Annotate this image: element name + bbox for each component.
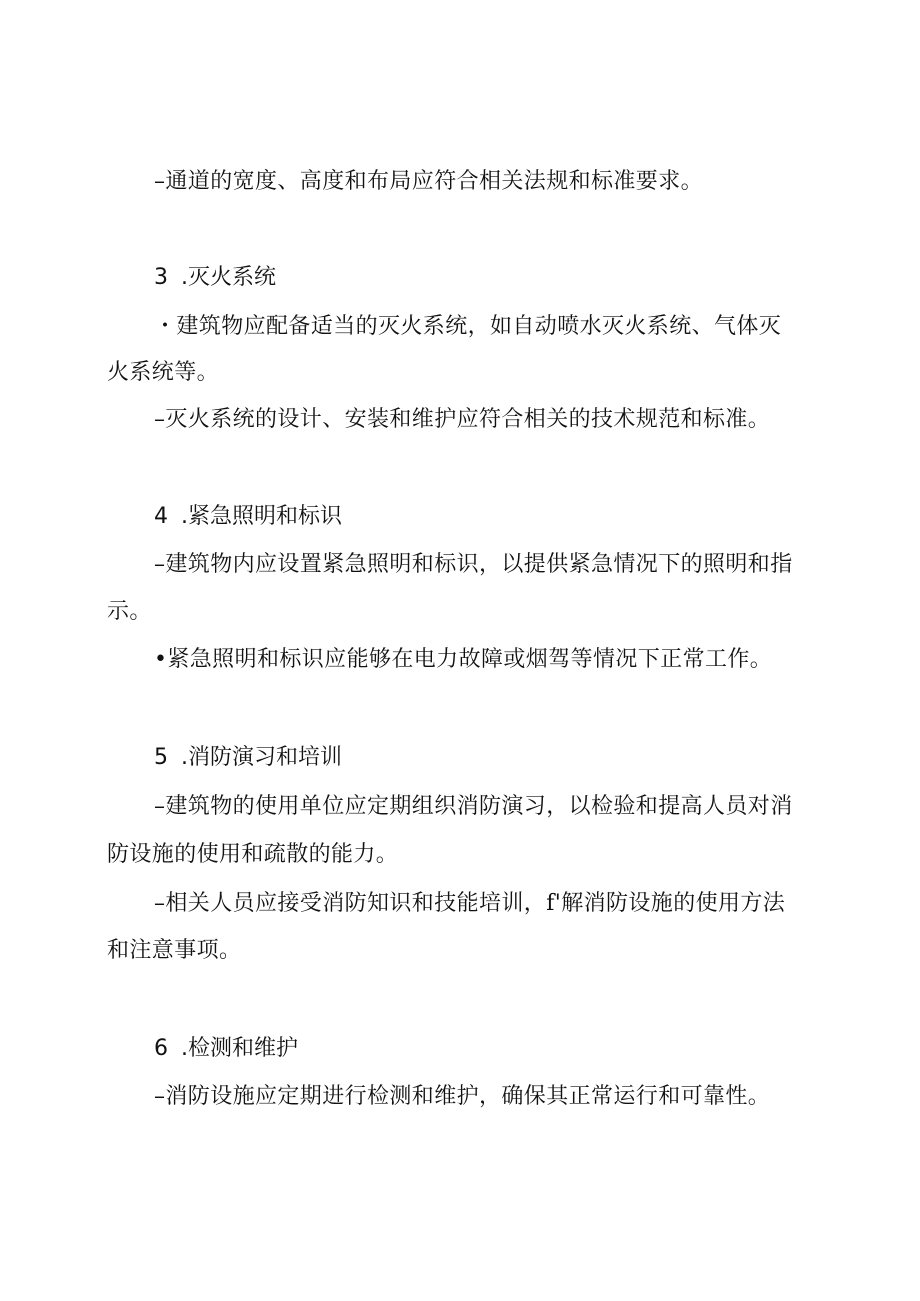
section-number: 6 [154, 1036, 168, 1061]
paragraph-line: •紧急照明和标识应能够在电力故障或烟驾等情况下正常工作。 [154, 647, 773, 672]
section-heading [154, 263, 866, 293]
paragraph-line: –建筑物的使用单位应定期组织消防演习，以检验和提高人员对消 [154, 794, 793, 819]
paragraph-line: 防设施的使用和疏散的能力。 [107, 842, 399, 867]
paragraph-line: –消防设施应定期进行检测和维护，确保其正常运行和可靠性。 [154, 1084, 771, 1109]
paragraph-line: –相关人员应接受消防知识和技能培训，f'解消防设施的使用方法 [154, 891, 786, 916]
paragraph-line: –灭火系统的设计、安装和维护应符合相关的技术规范和标准。 [154, 407, 771, 432]
paragraph-line: 和注意事项。 [107, 938, 242, 963]
section-title: .紧急照明和标识 [181, 504, 342, 529]
section-title: .灭火系统 [181, 265, 276, 290]
paragraph-line: –通道的宽度、高度和布局应符合相关法规和标准要求。 [154, 169, 704, 194]
section-heading [154, 743, 866, 773]
section-heading [154, 1034, 866, 1064]
section-number: 4 [154, 504, 168, 529]
paragraph-line: –建筑物内应设置紧急照明和标识，以提供紧急情况下的照明和指 [154, 552, 793, 577]
section-title: .消防演习和培训 [181, 745, 342, 770]
section-number: 3 [154, 265, 168, 290]
paragraph-line: ・建筑物应配备适当的灭火系统，如自动喷水灭火系统、气体灭 [154, 314, 782, 339]
paragraph-line: 火系统等。 [107, 360, 220, 385]
section-number: 5 [154, 745, 168, 770]
section-heading [154, 502, 866, 532]
paragraph-line: 示。 [107, 599, 152, 624]
section-title: .检测和维护 [181, 1036, 298, 1061]
